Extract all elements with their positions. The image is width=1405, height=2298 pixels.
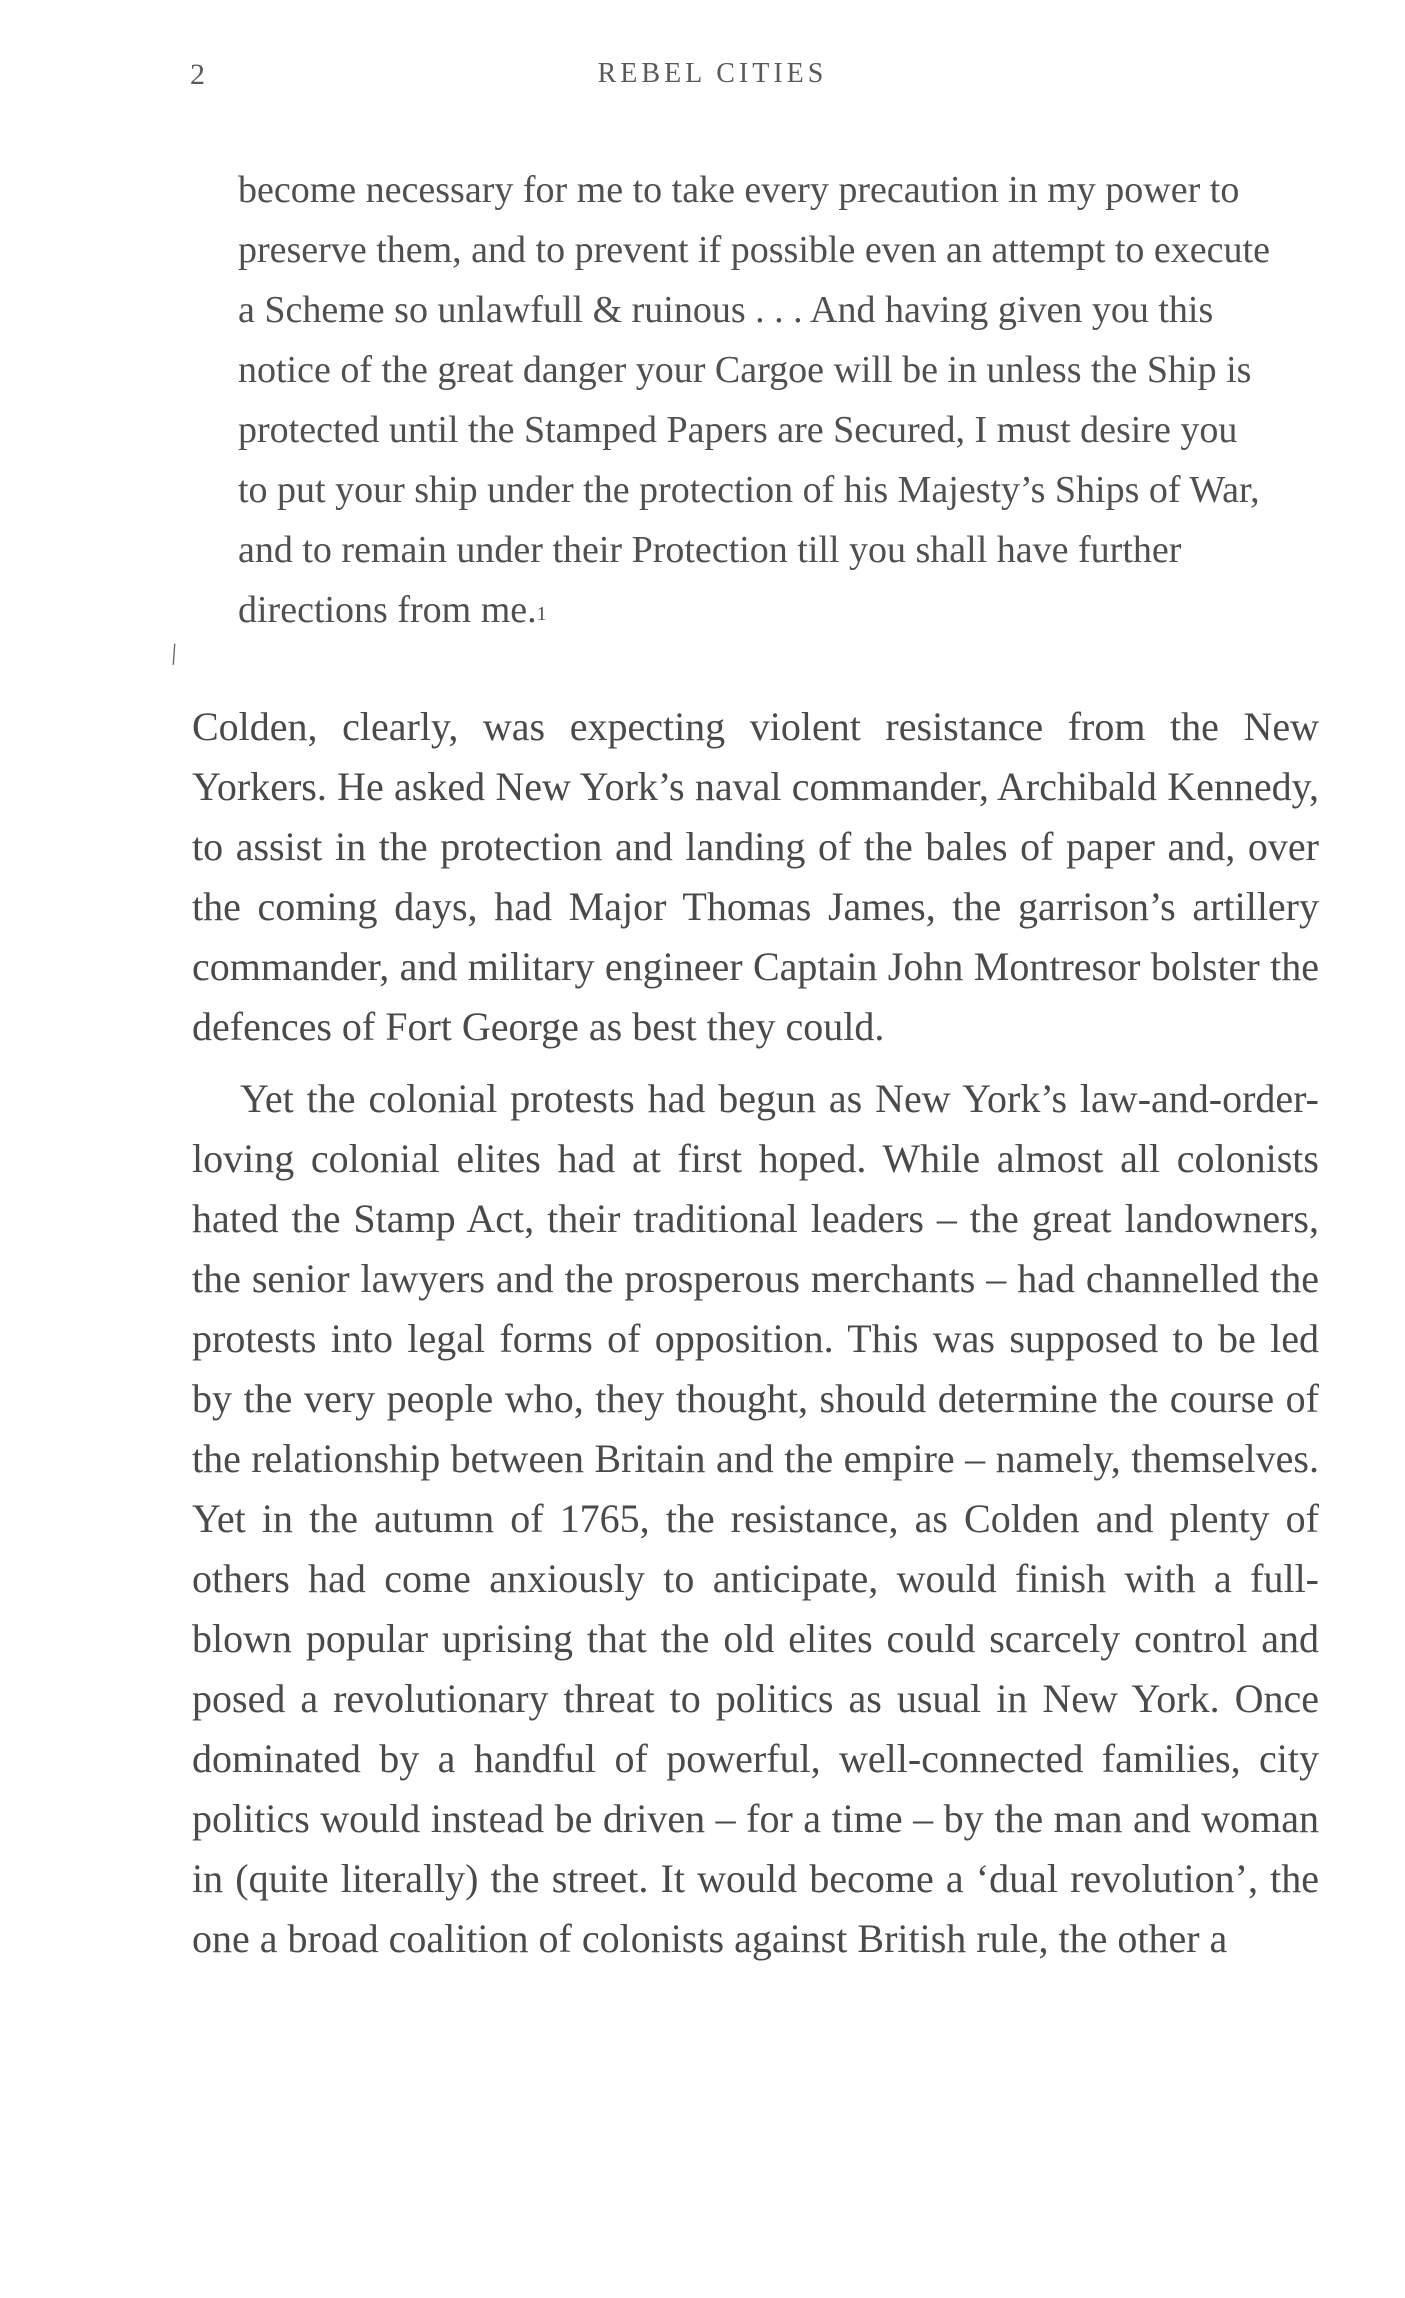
running-head [190,58,1315,108]
paragraph-1: Colden, clearly, was expecting violent resistance from the New Yorkers. He asked New York’s naval commander, Archibald Kennedy, to assist in the protection and landing of the bales of paper and, over the coming days, had Major Thomas James, the garrison’s artillery commander, and military engineer Captain John Montresor bolster the defences of Fort George as best they could. [192,704,1319,1049]
book-title: REBEL CITIES [597,58,828,89]
stray-pencil-mark: / [165,637,183,672]
block-quote [238,160,1273,640]
page-number: 2 [190,58,205,91]
footnote-ref: 1 [536,603,547,625]
quote-text: become necessary for me to take every precaution in my power to preserve them, and to prevent if possible even an attempt to execute a Scheme so unlawfull & ruinous . . . And having given you this notice of the great danger your Cargoe will be in unless the Ship is protected until the Stamped Papers are Secured, I must desire you to put your ship under the protection of his Majesty’s Ships of War, and to remain under their Protection till you shall have further directions from me. [238,169,1270,631]
body-text [192,697,1319,1969]
paragraph-2: Yet the colonial protests had begun as New York’s law-and-order-loving colonial elites had at first hoped. While almost all colonists hated the Stamp Act, their traditional leaders – the great landowners, the senior lawyers and the prosperous merchants – had channelled the protests into legal forms of opposition. This was supposed to be led by the very people who, they thought, should determine the course of the relationship between Britain and the empire – namely, themselves. Yet in the autumn of 1765, the resistance, as Colden and plenty of others had come anxiously to anticipate, would finish with a full-blown popular uprising that the old elites could scarcely control and posed a revolutionary threat to politics as usual in New York. Once dominated by a handful of powerful, well-connected families, city politics would instead be driven – for a time – by the man and woman in (quite literally) the street. It would become a ‘dual revolution’, the one a broad coalition of colonists against British rule, the other a [192,1076,1319,1961]
